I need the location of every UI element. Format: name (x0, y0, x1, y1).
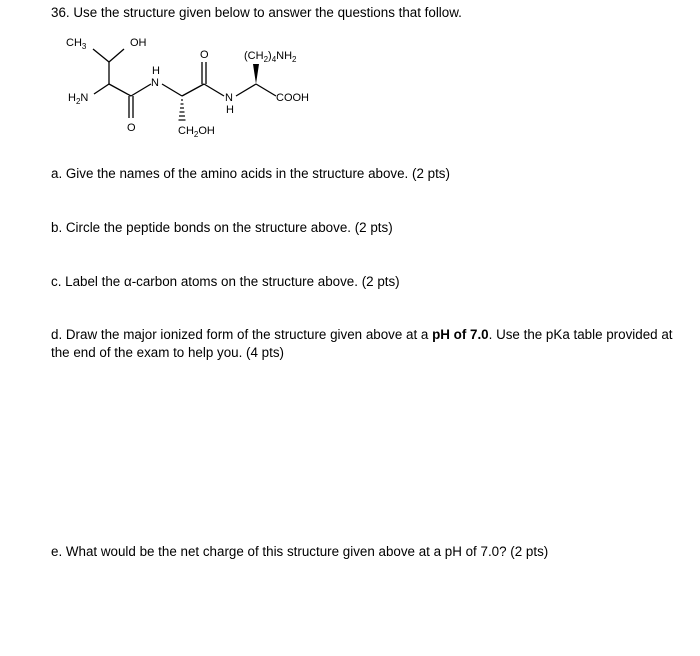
bond-c1-n2 (131, 84, 151, 96)
bond-ca1-c1 (109, 84, 131, 96)
label-o-bottom: O (127, 122, 136, 134)
bond-n3-ca3 (236, 84, 256, 96)
part-d-post: . Use the pKa table provided at the end of the exam to help you. (4 pts) (51, 327, 673, 360)
label-ch2oh: $CH_2OH$ (178, 125, 215, 139)
question-part-d (51, 326, 681, 362)
label-n-nh1: N (151, 77, 159, 89)
bond-c2-n3 (204, 84, 224, 96)
question-part-e: e. What would be the net charge of this structure given above at a pH of 7.0? (2 pts) (51, 544, 549, 559)
label-oh: OH (130, 37, 147, 49)
solid-wedge-ca3 (253, 64, 259, 84)
bond-cb1-oh (109, 49, 124, 62)
question-part-b: b. Circle the peptide bonds on the structure above. (2 pts) (51, 220, 393, 235)
label-n-nh2: N (225, 92, 233, 104)
bond-n2-ca2 (162, 84, 182, 96)
peptide-structure-diagram (0, 0, 700, 160)
label-cooh: COOH (276, 92, 309, 104)
bond-ca3-cooh (256, 84, 276, 96)
label-ch3: $CH_3$ (66, 37, 87, 51)
bond-cb1-ch3 (93, 49, 109, 62)
part-d-pre: d. Draw the major ionized form of the structure given above at a (51, 327, 433, 342)
label-h-nh1: H (152, 65, 160, 77)
bond-n-ca1 (94, 84, 109, 94)
part-d-bold: pH of 7.0 (432, 327, 489, 342)
label-h-nh2: H (226, 104, 234, 116)
question-title: 36. Use the structure given below to answer the questions that follow. (51, 5, 462, 20)
bond-ca2-c2 (182, 84, 204, 96)
label-ch2-4nh2: $(CH_2)_4NH_2$ (244, 50, 297, 64)
label-h2n: $H_2N$ (68, 92, 89, 106)
label-o-top: O (200, 49, 209, 61)
hashed-wedge-ca2 (179, 100, 186, 120)
question-part-a: a. Give the names of the amino acids in the structure above. (2 pts) (51, 166, 450, 181)
question-part-c: c. Label the α-carbon atoms on the structure above. (2 pts) (51, 274, 400, 289)
